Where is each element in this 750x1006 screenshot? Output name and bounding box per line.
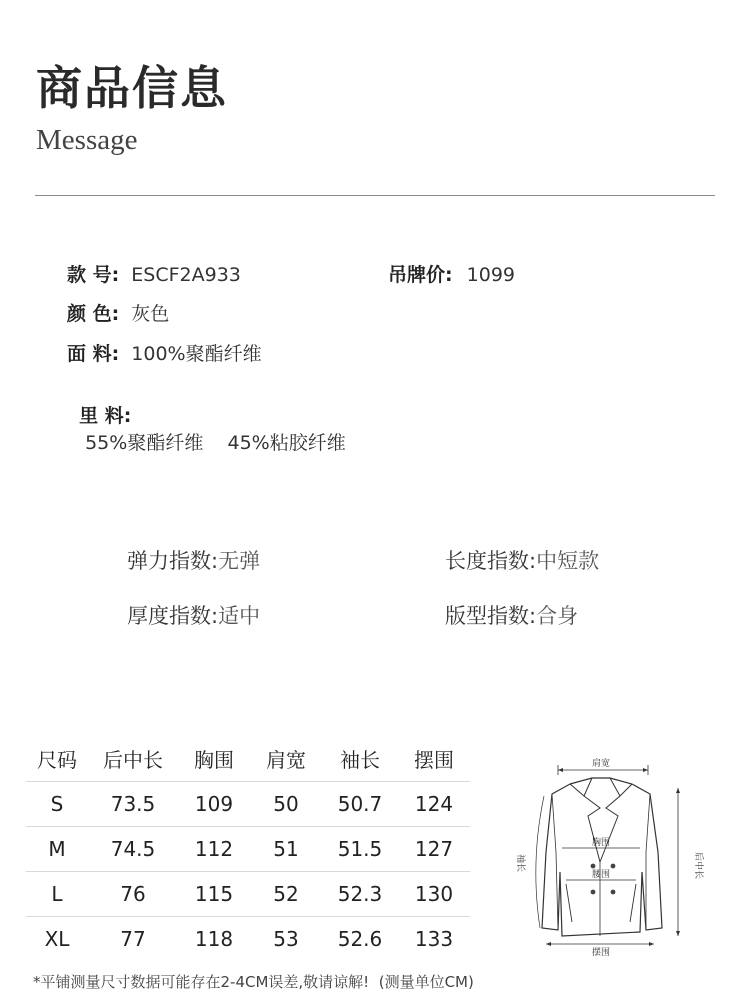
- table-row: [26, 782, 470, 827]
- fit-label: 版型指数:: [445, 604, 537, 628]
- chest-label: 胸围: [592, 838, 611, 848]
- button-icon: [591, 864, 596, 869]
- table-cell: M: [26, 827, 88, 872]
- fabric-label: 面 料:: [67, 343, 120, 365]
- table-cell: 118: [178, 917, 250, 962]
- length-label: 长度指数:: [445, 549, 537, 573]
- arrow-head: [546, 942, 551, 946]
- garment-measurement-diagram: [500, 752, 703, 962]
- table-cell: 74.5: [88, 827, 178, 872]
- lining-value: 55%聚酯纤维 45%粘胶纤维: [85, 432, 346, 454]
- elasticity-label: 弹力指数:: [127, 549, 219, 573]
- header-chest: 胸围: [194, 747, 234, 772]
- back-length-label: 后中长: [693, 852, 703, 880]
- table-row: [26, 872, 470, 917]
- waist-label: 腰围: [592, 870, 611, 880]
- tag-price-label: 吊牌价:: [388, 264, 453, 286]
- arrow-head: [676, 931, 680, 936]
- table-cell: 76: [88, 872, 178, 917]
- thickness-label: 厚度指数:: [127, 604, 219, 628]
- table-cell: 115: [178, 872, 250, 917]
- hem-label: 摆围: [592, 948, 611, 958]
- header-shoulder: 肩宽: [266, 747, 306, 772]
- table-cell: 50.7: [322, 782, 398, 827]
- table-cell: 127: [398, 827, 470, 872]
- fit-value: 合身: [536, 604, 579, 628]
- style-no-value: ESCF2A933: [131, 264, 241, 286]
- table-cell: 73.5: [88, 782, 178, 827]
- color-row: [67, 299, 169, 326]
- button-icon: [611, 890, 616, 895]
- tag-price-value: 1099: [466, 264, 516, 286]
- table-cell: S: [26, 782, 88, 827]
- table-cell: 124: [398, 782, 470, 827]
- size-table-header: [26, 735, 470, 782]
- thickness-value: 适中: [218, 604, 261, 628]
- table-cell: 52.3: [322, 872, 398, 917]
- table-cell: 52: [250, 872, 322, 917]
- arrow-head: [643, 768, 648, 772]
- lining-label: 里 料:: [79, 405, 132, 427]
- fit-attr: [445, 600, 578, 630]
- table-row: [26, 917, 470, 962]
- header-back-length: 后中长: [103, 747, 163, 772]
- shoulder-label: 肩宽: [592, 759, 611, 769]
- table-cell: 51.5: [322, 827, 398, 872]
- table-row: [26, 827, 470, 872]
- tag-price-row: [388, 260, 515, 287]
- table-cell: 50: [250, 782, 322, 827]
- divider: [35, 195, 715, 196]
- size-table: [26, 735, 470, 961]
- table-cell: 112: [178, 827, 250, 872]
- lining-row: [67, 379, 346, 455]
- style-no-row: [67, 260, 241, 287]
- table-cell: 133: [398, 917, 470, 962]
- header-sleeve: 袖长: [340, 747, 380, 772]
- table-cell: 77: [88, 917, 178, 962]
- sleeve-label: 袖长: [515, 854, 525, 873]
- arrow-head: [649, 942, 654, 946]
- style-no-label: 款 号:: [67, 264, 120, 286]
- elasticity-attr: [127, 545, 260, 575]
- table-cell: 130: [398, 872, 470, 917]
- table-cell: 51: [250, 827, 322, 872]
- thickness-attr: [127, 600, 260, 630]
- table-cell: L: [26, 872, 88, 917]
- header-size: 尺码: [37, 747, 77, 772]
- table-cell: 52.6: [322, 917, 398, 962]
- color-value: 灰色: [131, 303, 170, 325]
- length-attr: [445, 545, 599, 575]
- length-value: 中短款: [536, 549, 600, 573]
- table-cell: XL: [26, 917, 88, 962]
- arrow-head: [676, 788, 680, 793]
- fabric-value: 100%聚酯纤维: [131, 343, 262, 365]
- table-cell: 53: [250, 917, 322, 962]
- page-subtitle: Message: [36, 124, 138, 156]
- arrow-head: [558, 768, 563, 772]
- measurement-note: *平铺测量尺寸数据可能存在2-4CM误差,敬请谅解! (测量单位CM): [33, 973, 474, 991]
- table-cell: 109: [178, 782, 250, 827]
- button-icon: [591, 890, 596, 895]
- header-hem: 摆围: [414, 747, 454, 772]
- page-title: 商品信息: [36, 61, 228, 115]
- color-label: 颜 色:: [67, 303, 120, 325]
- button-icon: [611, 864, 616, 869]
- elasticity-value: 无弹: [218, 549, 261, 573]
- fabric-row: [67, 339, 262, 366]
